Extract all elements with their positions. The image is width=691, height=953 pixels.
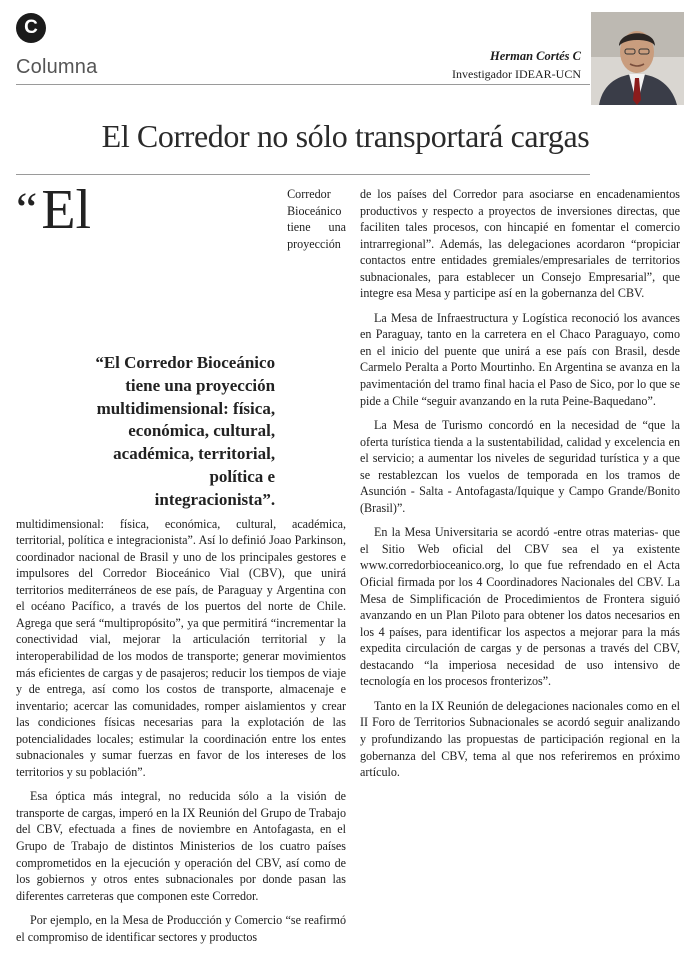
paragraph-1-text: Corredor Bioceánico tiene una proyección multidimensional: física, económica, cultural, académica, territorial, política e integracionista”. Así lo definió Joao Parkinson, coordinador nacional de Brasil y uno de los principales gestores e impulsores del Corredor Bioceánico Vial (CBV), que unirá territorios mediterráneos de ese país, de Paraguay y Argentina con el océano Pacífico, a través de los puertos del norte de Chile. Agrega que será “multipropósito”, ya que permitirá “incrementar la conectividad vial, mejorar la articulación territorial y la interoperabilidad de los modos de transporte; generar movimientos más eficientes de cargas y de pasajeros; reducir los tiempos de viaje y de entrega, así como los costos de transporte, almacenaje e inventario; acercar las comunidades, romper aislamientos y crear las condiciones físicas necesarias para la explotación de las potencialidades locales; estimular la coordinación entre los entes subnacionales y sumar fuerzas en favor de los intereses de los territorios y su población”. — [16, 187, 346, 779]
article-column-right — [360, 186, 680, 789]
header-rule — [16, 84, 590, 85]
paragraph-2: Esa óptica más integral, no reducida sólo a la visión de transporte de cargas, imperó en la IX Reunión del Grupo de Trabajo del CBV, efectuada a fines de noviembre en Antofagasta, en el Grupo de Trabajo de distintos Ministerios de los cuatro países comprometidos en la ejecución y operación del CBV, así como de los gobiernos y otros entes subnacionales por donde pasan las diferentes carreteras que componen este Corredor. — [16, 789, 346, 903]
author-photo — [591, 12, 684, 105]
author-portrait-image — [591, 12, 684, 105]
paragraph-6: La Mesa de Turismo concordó en la necesidad de “que la oferta turística tienda a la sustentabilidad, calidad y excelencia en el servicio; a aumentar los niveles de seguridad turística y a que se restablezcan los vuelos de temporada en los tramos de Asunción - Salta - Antofagasta/Iquique y Campo Grande/Bonito (Brasil)”. — [360, 418, 680, 515]
paragraph-3: Por ejemplo, en la Mesa de Producción y Comercio “se reafirmó el compromiso de identificar sectores y productos — [16, 913, 346, 944]
headline-rule — [16, 174, 590, 175]
drop-cap — [16, 179, 92, 241]
paragraph-5: La Mesa de Infraestructura y Logística reconoció los avances en Paraguay, tanto en la carretera en el Chaco Paraguayo, como en el inicio del puente que unirá a ese país con Brasil, desde Carmelo Peralta a Porto Mourtinho. En Argentina se avanza en la pavimentación del tramo final hacia el Paso de Sico, por lo que se pide a Chile “seguir avanzando en la ruta Peine-Baquedano”. — [360, 310, 680, 408]
paragraph-7: En la Mesa Universitaria se acordó -entre otras materias- que el Sitio Web oficial del CBV sea el ya existente www.corredorbioceanico.org, lo que fue refrendado en el Acta Oficial firmada por los 4 Coordinadores Nacionales del CBV. La Mesa de Simplificación de Procedimientos de Frontera siguió avanzando en un Plan Piloto para obtener los datos necesarios en los 4 países, para identificar los aspectos a mejorar para la más expedita circulación de cargas y de personas a través del CBV, destacando “la imperiosa necesidad de uso intensivo de tecnología en los procesos fronterizos”. — [360, 525, 680, 689]
article-column-left — [16, 179, 346, 953]
section-label: Columna — [16, 56, 98, 78]
column-badge: C — [16, 13, 46, 43]
drop-cap-quote-mark: “ — [16, 183, 38, 236]
paragraph-4: de los países del Corredor para asociarse en encadenamientos productivos y respecto a proyectos de inversiones directas, que faciliten tales procesos, con hincapié en fomentar el comercio intrarregional”. Además, las delegaciones acordaron “propiciar contactos entre entidades gremiales/empresariales de territorios subnacionales, para establecer un Consejo Empresarial”, que integre esa Mesa y participe así en la gobernanza del CBV. — [360, 187, 680, 301]
author-title: Investigador IDEAR-UCN — [452, 67, 581, 81]
paragraph-8: Tanto en la IX Reunión de delegaciones nacionales como en el II Foro de Territorios Subnacionales se acordó seguir analizando y profundizando las propuestas de participación regional en la gobernanza del CBV, tema al que nos referiremos en próximo artículo. — [360, 698, 680, 780]
author-byline — [452, 49, 581, 82]
drop-cap-word: El — [41, 179, 92, 241]
pull-quote: “El Corredor Bioceánico tiene una proyección multidimensional: física, económica, cultural, académica, territorial, política e integracionista”. — [95, 353, 276, 509]
author-name: Herman Cortés C — [490, 49, 581, 63]
paragraph-1 — [16, 179, 346, 780]
headline: El Corredor no sólo transportará cargas — [101, 118, 590, 154]
